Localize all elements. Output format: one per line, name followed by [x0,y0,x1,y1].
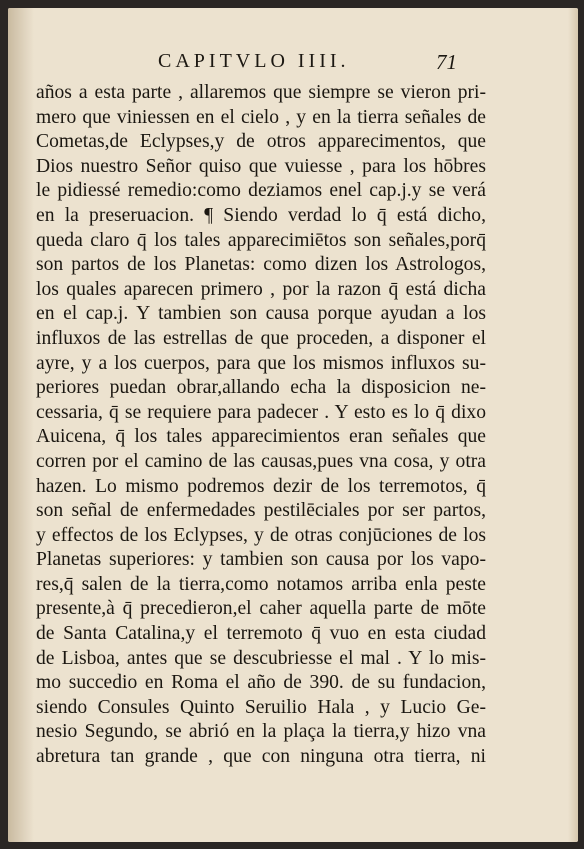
body-text [36,81,486,770]
text-line: hazen. Lo mismo podremos dezir de los terremotos, q̄ [36,475,486,497]
text-line: siendo Consules Quinto Seruilio Hala , y Lucio Ge- [36,696,486,718]
text-line: queda claro q̄ los tales apparecimiētos son señales,porq̄ [36,229,486,251]
page-header [8,50,578,78]
text-line: nesio Segundo, se abrió en la plaça la tierra,y hizo vna [36,721,486,743]
text-line: Planetas superiores: y tambien son causa por los vapo- [36,549,486,571]
text-line: en el cap.j. Y tambien son causa porque ayudan a los [36,303,486,325]
text-line: son señal de enfermedades pestilēciales por ser partos, [36,500,486,522]
text-line: periores puedan obrar,allando echa la disposicion ne- [36,377,486,399]
text-line: mero que viniessen en el cielo , y en la tierra señales de [36,106,486,128]
text-line: res,q̄ salen de la tierra,como notamos arriba enla peste [36,573,486,595]
book-page [8,8,578,842]
text-line: ayre, y a los cuerpos, para que los mismos influxos su- [36,352,486,374]
text-line: años a esta parte , allaremos que siempre se vieron pri- [36,82,486,103]
text-line: son partos de los Planetas: como dizen los Astrologos, [36,254,486,276]
text-line: y effectos de los Eclypses, y de otras conjūciones de los [36,524,486,546]
text-line: abretura tan grande , que con ninguna otra tierra, ni [36,746,486,768]
text-line: le pidiessé remedio:como deziamos enel cap.j.y se verá [36,180,486,202]
text-line: mo succedio en Roma el año de 390. de su fundacion, [36,672,486,694]
text-line: Dios nuestro Señor quiso que vuiesse , para los hōbres [36,155,486,177]
page-number: 71 [436,50,457,74]
text-line: Auicena, q̄ los tales apparecimientos eran señales que [36,426,486,448]
text-line: cessaria, q̄ se requiere para padecer . Y esto es lo q̄ dixo [36,401,486,423]
text-line: influxos de las estrellas de que proceden, a disponer el [36,327,486,349]
running-title: CAPITVLO IIII. [158,50,350,72]
text-line: de Santa Catalina,y el terremoto q̄ vuo en esta ciudad [36,623,486,645]
text-line: de Lisboa, antes que se descubriesse el mal . Y lo mis- [36,647,486,669]
text-line: en la preseruacion. ¶ Siendo verdad lo q̄ está dicho, [36,204,486,226]
text-line: los quales aparecen primero , por la razon q̄ está dicha [36,278,486,300]
text-line: corren por el camino de las causas,pues vna cosa, y otra [36,450,486,472]
text-line: presente,à q̄ precedieron,el caher aquella parte de mōte [36,598,486,620]
text-line: Cometas,de Eclypses,y de otros apparecimentos, que [36,131,486,153]
